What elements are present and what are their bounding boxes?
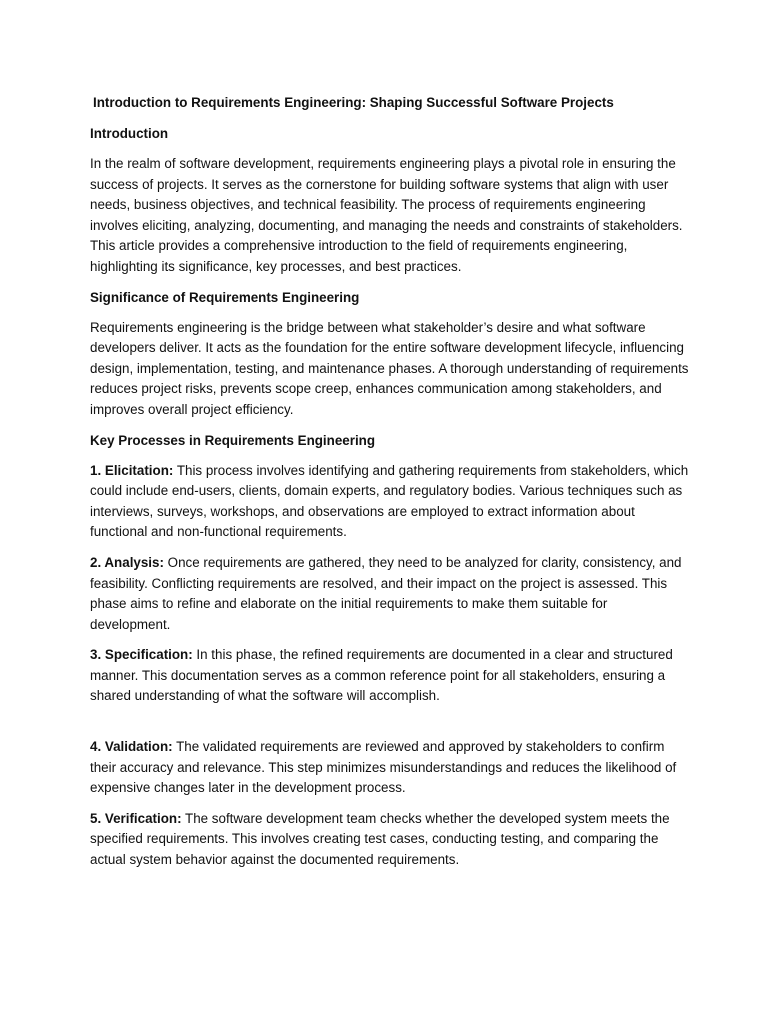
process-text: The validated requirements are reviewed and approved by stakeholders to confirm their accuracy and relevance. This step minimizes misunderstandings and reduces the likelihood of expensive changes later in the development process. — [90, 739, 677, 796]
process-label: 2. Analysis: — [90, 554, 164, 570]
section-heading-key-processes: Key Processes in Requirements Engineering — [90, 432, 376, 448]
process-label: 1. Elicitation: — [90, 462, 174, 478]
process-item-specification — [90, 645, 690, 707]
process-label: 4. Validation: — [90, 739, 173, 755]
paragraph-significance: Requirements engineering is the bridge between what stakeholder’s desire and what software developers deliver. It acts as the foundation for the entire software development lifecycle, influencing design, implementation, testing, and maintenance phases. A thorough understanding of requirements reduces project risks, prevents scope creep, enhances communication among stakeholders, and improves overall project efficiency. — [90, 319, 689, 417]
document-title: Introduction to Requirements Engineering: Shaping Successful Software Projects — [93, 95, 614, 110]
process-item-elicitation — [90, 461, 690, 543]
process-text: The software development team checks whether the developed system meets the specified requirements. This involves creating test cases, conducting testing, and comparing the actual system behavior against the documented requirements. — [90, 810, 670, 868]
document-page — [90, 93, 690, 881]
process-text: In this phase, the refined requirements are documented in a clear and structured manner. This documentation serves as a common reference point for all stakeholders, ensuring a shared understanding of what the software will accomplish. — [90, 647, 673, 704]
process-item-verification — [90, 809, 690, 871]
section-heading-significance: Significance of Requirements Engineering — [90, 289, 360, 305]
process-label: 5. Verification: — [90, 810, 182, 826]
paragraph-introduction: In the realm of software development, requirements engineering plays a pivotal role in ensuring the success of projects. It serves as the cornerstone for building software systems that align with user needs, business objectives, and technical feasibility. The process of requirements engineering involves eliciting, analyzing, documenting, and managing the needs and constraints of stakeholders. This article provides a comprehensive introduction to the field of requirements engineering, highlighting its significance, key processes, and best practices. — [90, 156, 683, 274]
process-text: This process involves identifying and gathering requirements from stakeholders, which could include end-users, clients, domain experts, and regulatory bodies. Various techniques such as interviews, surveys, workshops, and observations are employed to extract information about functional and non-functional requirements. — [90, 462, 689, 540]
process-label: 3. Specification: — [90, 647, 193, 663]
process-item-validation — [90, 737, 690, 799]
process-item-analysis — [90, 553, 690, 635]
section-heading-introduction: Introduction — [90, 126, 169, 141]
process-text: Once requirements are gathered, they need to be analyzed for clarity, consistency, and feasibility. Conflicting requirements are resolved, and their impact on the project is assessed. This phase aims to refine and elaborate on the initial requirements to make them suitable for development. — [90, 554, 682, 632]
